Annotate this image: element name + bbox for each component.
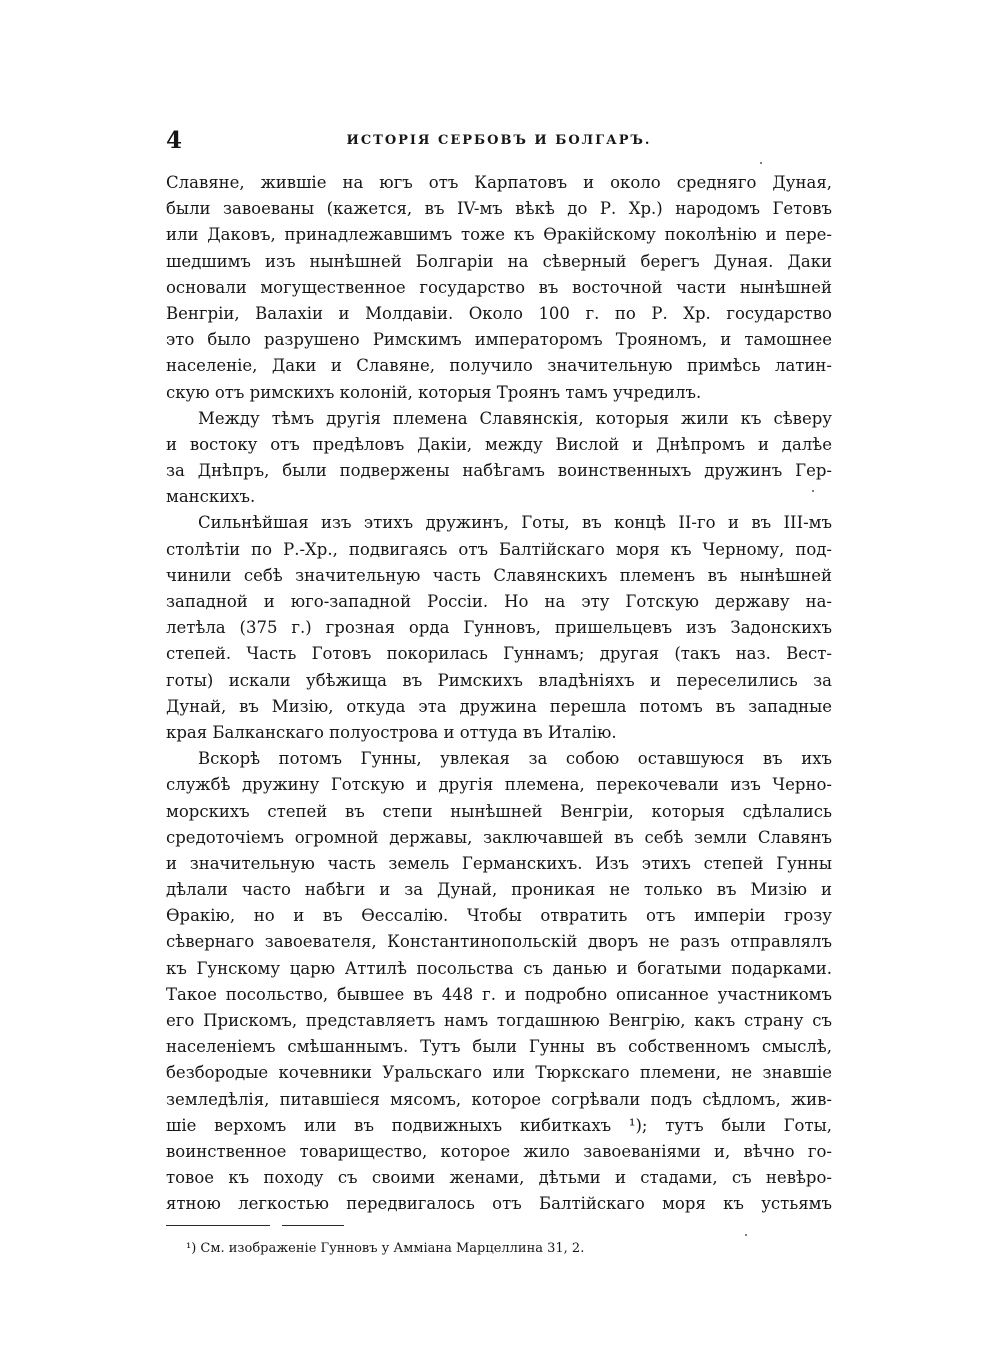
text-line: шіе верхомъ или въ подвижныхъ кибиткахъ ¹); тутъ были Готы,	[166, 1115, 832, 1135]
text-line: товое къ походу съ своими женами, дѣтьми и стадами, съ невѣро-	[166, 1168, 832, 1188]
print-speck	[760, 162, 762, 164]
text-line: Сильнѣйшая изъ этихъ дружинъ, Готы, въ концѣ II-го и въ III-мъ	[198, 513, 832, 533]
text-line: за Днѣпръ, были подвержены набѣгамъ воинственныхъ дружинъ Гер-	[166, 461, 832, 481]
text-line: Венгріи, Валахіи и Молдавіи. Около 100 г. по Р. Хр. государство	[166, 303, 832, 323]
text-line: или Даковъ, принадлежавшимъ тоже къ Ѳракійскому поколѣнію и пере-	[166, 225, 832, 245]
text-line: дѣлали часто набѣги и за Дунай, проникая не только въ Мизію и	[166, 880, 832, 900]
text-line: ятною легкостью передвигалось отъ Балтійскаго моря къ устьямъ	[166, 1194, 832, 1214]
text-line: западной и юго-западной Россіи. Но на эту Готскую державу на-	[166, 592, 832, 611]
text-line: манскихъ.	[166, 487, 256, 507]
text-line: сѣвернаго завоевателя, Константинопольскій дворъ не разъ отправлялъ	[166, 932, 832, 952]
text-line: и значительную часть земель Германскихъ. Изъ этихъ степей Гунны	[166, 853, 832, 873]
text-line: края Балканскаго полуострова и оттуда въ Италію.	[166, 722, 617, 742]
text-line: средоточіемъ огромной державы, заключавшей въ себѣ земли Славянъ	[166, 827, 832, 847]
text-line: Ѳракію, но и въ Ѳессалію. Чтобы отвратить отъ имперіи грозу	[166, 906, 832, 926]
text-line: населеніемъ смѣшаннымъ. Тутъ были Гунны въ собственномъ смыслѣ,	[166, 1037, 832, 1057]
text-line: къ Гунскому царю Аттилѣ посольства съ данью и богатыми подарками.	[166, 958, 832, 978]
text-line: и востоку отъ предѣловъ Дакіи, между Вислой и Днѣпромъ и далѣе	[166, 434, 832, 454]
text-line: это было разрушено Римскимъ императоромъ Трояномъ, и тамошнее	[166, 330, 832, 350]
print-speck	[812, 490, 814, 492]
text-line: Вскорѣ потомъ Гунны, увлекая за собою оставшуюся въ ихъ	[198, 749, 832, 769]
text-line: скую отъ римскихъ колоній, которыя Троянъ тамъ учредилъ.	[166, 382, 702, 402]
footnote-rule	[282, 1225, 344, 1226]
running-head	[166, 126, 832, 156]
text-line: безбородые кочевники Уральскаго или Тюркскаго племени, не знавшіе	[166, 1063, 832, 1083]
text-line: Такое посольство, бывшее въ 448 г. и подробно описанное участникомъ	[166, 984, 832, 1004]
text-line: населеніе, Даки и Славяне, получило значительную примѣсь латин-	[166, 356, 832, 376]
text-line: Славяне, жившіе на югъ отъ Карпатовъ и около средняго Дуная,	[166, 173, 832, 192]
text-line: Между тѣмъ другія племена Славянскія, которыя жили къ сѣверу	[198, 408, 832, 428]
main-text	[166, 170, 832, 1218]
footnote: ¹) См. изображеніе Гунновъ у Амміана Марцеллина 31, 2.	[186, 1241, 585, 1256]
text-line: службѣ дружину Готскую и другія племена, перекочевали изъ Черно-	[166, 775, 832, 795]
text-line: степей. Часть Готовъ покорилась Гуннамъ; другая (такъ наз. Вест-	[166, 644, 832, 664]
text-line: столѣтіи по Р.-Хр., подвигаясь отъ Балтійскаго моря къ Черному, под-	[166, 539, 832, 559]
text-line: Дунай, въ Мизію, откуда эта дружина перешла потомъ въ западные	[166, 696, 832, 716]
running-title: ИСТОРІЯ СЕРБОВЪ И БОЛГАРЪ.	[346, 133, 652, 148]
text-line: летѣла (375 г.) грозная орда Гунновъ, пришельцевъ изъ Задонскихъ	[166, 618, 832, 638]
text-line: воинственное товарищество, которое жило завоеваніями и, вѣчно го-	[166, 1141, 832, 1161]
page-number: 4	[166, 127, 183, 154]
text-line: земледѣлія, питавшіеся мясомъ, которое согрѣвали подъ сѣдломъ, жив-	[166, 1089, 832, 1109]
text-line: основали могущественное государство въ восточной части нынѣшней	[166, 277, 832, 297]
text-line: шедшимъ изъ нынѣшней Болгаріи на сѣверный берегъ Дуная. Даки	[166, 251, 832, 271]
text-line: были завоеваны (кажется, въ IV-мъ вѣкѣ до Р. Хр.) народомъ Гетовъ	[166, 199, 832, 219]
print-speck	[745, 1234, 747, 1236]
text-line: чинили себѣ значительную часть Славянскихъ племенъ въ нынѣшней	[166, 565, 832, 585]
footnote-rule	[166, 1225, 270, 1226]
text-line: готы) искали убѣжища въ Римскихъ владѣніяхъ и переселились за	[166, 670, 832, 690]
text-line: его Прискомъ, представляетъ намъ тогдашнюю Венгрію, какъ страну съ	[166, 1011, 832, 1030]
text-line: морскихъ степей въ степи нынѣшней Венгріи, которыя сдѣлались	[166, 801, 832, 821]
